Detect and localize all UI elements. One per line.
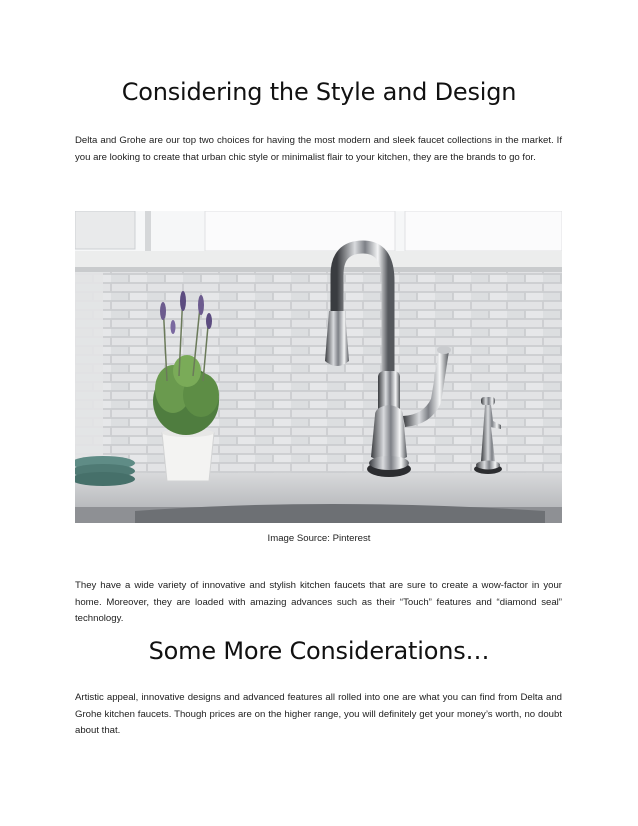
kitchen-faucet-photo — [75, 211, 562, 523]
conclusion-paragraph: Artistic appeal, innovative designs and advanced features all rolled into one are what you can find from Delta and Grohe kitchen faucets. Though prices are on the higher range, you will definitely get your money’s worth, no doubt about that. — [75, 692, 562, 736]
faucet-illustration — [75, 211, 562, 523]
features-paragraph: They have a wide variety of innovative and stylish kitchen faucets that are sure to create a wow-factor in your home. Moreover, they are loaded with amazing advances such as their “Touch” features and “diamond seal” technology. — [75, 580, 562, 624]
section-heading-more-considerations: Some More Considerations… — [148, 637, 490, 665]
intro-paragraph: Delta and Grohe are our top two choices for having the most modern and sleek faucet collections in the market. If you are looking to create that urban chic style or minimalist flair to your kitchen, they are the brands to go for. — [75, 135, 562, 163]
section-heading-style-design: Considering the Style and Design — [121, 78, 517, 106]
image-caption: Image Source: Pinterest — [267, 533, 371, 544]
